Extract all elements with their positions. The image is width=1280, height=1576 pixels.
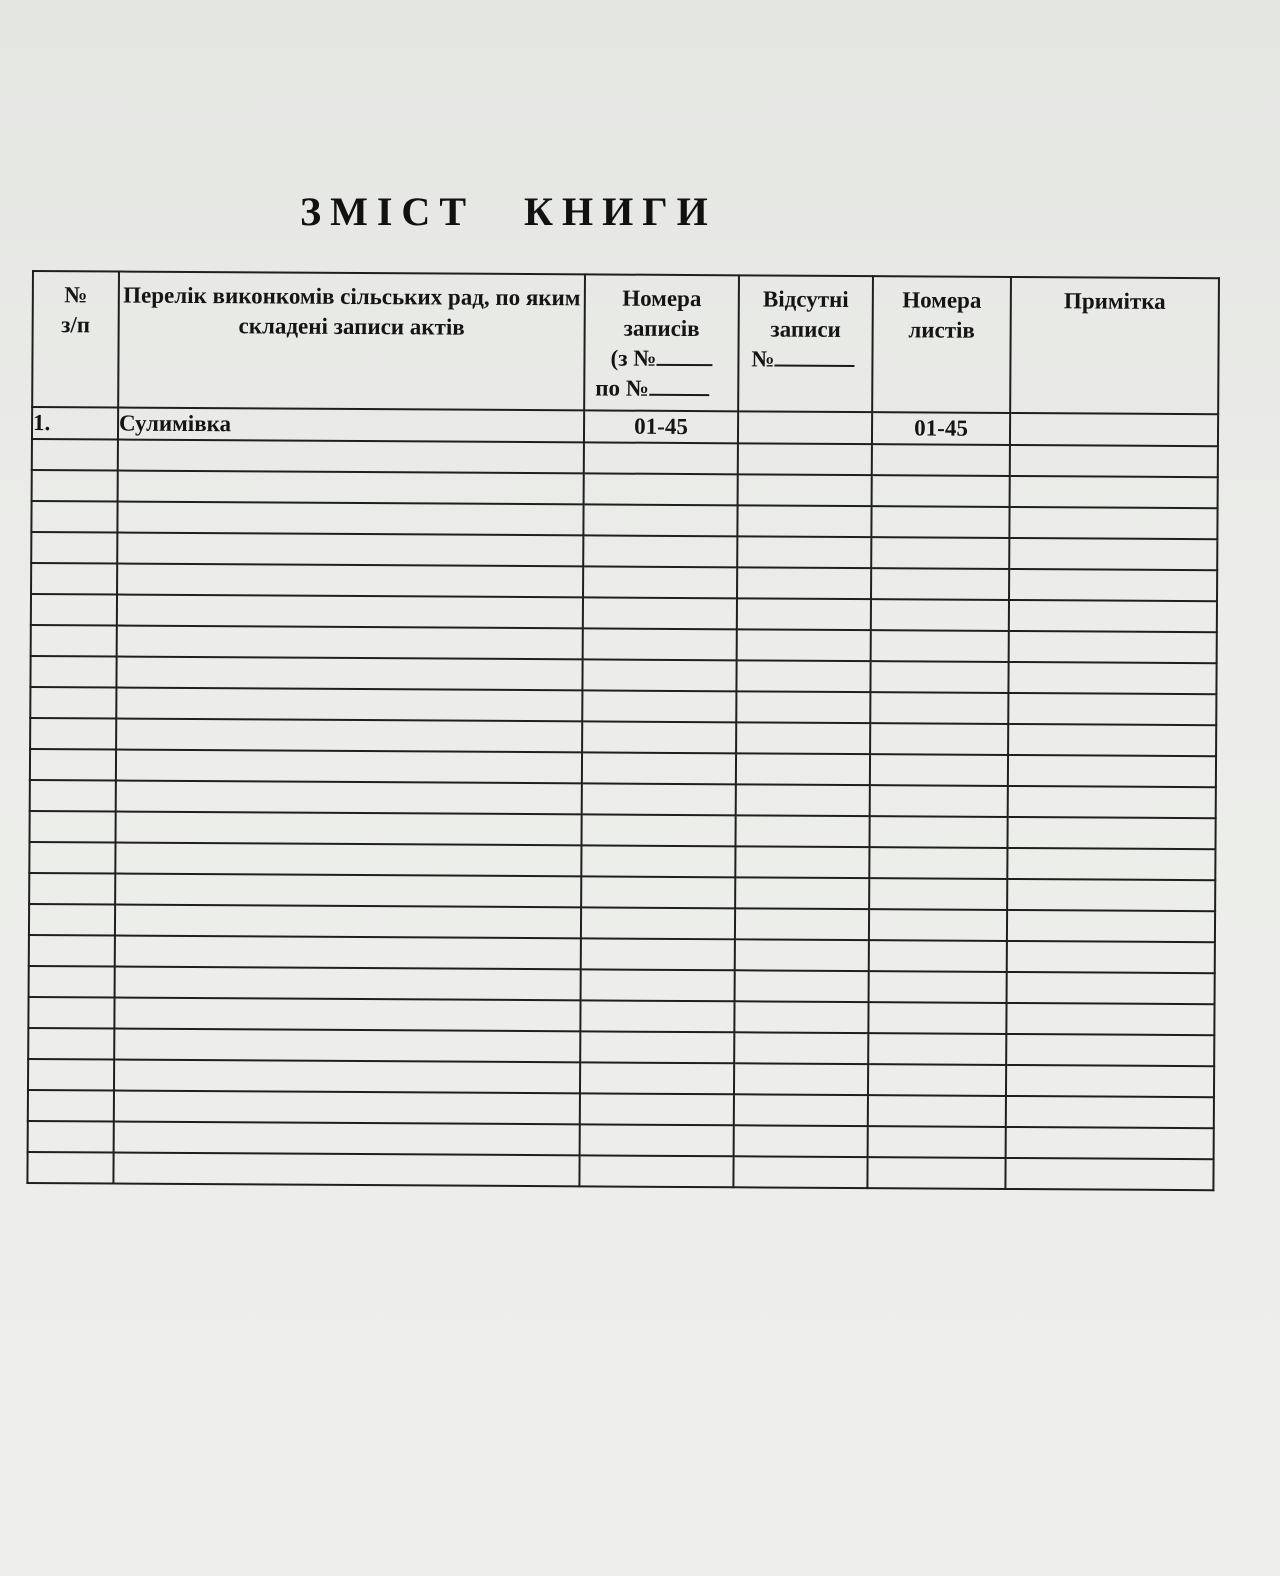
empty-cell-sheets bbox=[868, 1002, 1006, 1034]
empty-cell-sheets bbox=[869, 971, 1007, 1003]
empty-cell-sheets bbox=[872, 475, 1010, 507]
empty-cell-note bbox=[1008, 786, 1216, 818]
empty-cell-name bbox=[116, 750, 582, 784]
header-num-line-1: № bbox=[64, 282, 88, 308]
empty-cell-sheets bbox=[867, 1157, 1005, 1189]
empty-cell-sheets bbox=[869, 940, 1007, 972]
empty-cell-note bbox=[1007, 879, 1215, 911]
empty-cell-records bbox=[580, 1093, 734, 1125]
empty-cell-sheets bbox=[871, 506, 1009, 538]
empty-cell-num bbox=[29, 935, 115, 967]
empty-cell-name bbox=[117, 595, 583, 629]
empty-cell-note bbox=[1007, 910, 1215, 942]
empty-cell-sheets bbox=[872, 444, 1010, 476]
empty-cell-note bbox=[1007, 817, 1215, 849]
header-records-line-2: записів bbox=[623, 315, 700, 342]
empty-cell-records bbox=[581, 876, 735, 908]
empty-cell-note bbox=[1006, 1003, 1214, 1035]
table-header-row bbox=[32, 271, 1219, 414]
empty-cell-note bbox=[1006, 1065, 1214, 1097]
empty-cell-records bbox=[583, 504, 737, 536]
empty-cell-name bbox=[114, 1091, 580, 1125]
header-records-line-4: по № bbox=[585, 373, 737, 404]
empty-cell-num bbox=[27, 1152, 113, 1184]
empty-cell-name bbox=[115, 843, 581, 877]
empty-cell-sheets bbox=[870, 661, 1008, 693]
empty-cell-missing bbox=[736, 753, 870, 785]
empty-cell-missing bbox=[737, 598, 871, 630]
empty-cell-note bbox=[1010, 476, 1218, 508]
empty-cell-name bbox=[115, 936, 581, 970]
empty-cell-sheets bbox=[870, 785, 1008, 817]
empty-cell-name bbox=[115, 967, 581, 1001]
empty-cell-missing bbox=[736, 722, 870, 754]
empty-cell-num bbox=[29, 842, 115, 874]
cell-sheets: 01-45 bbox=[872, 412, 1010, 445]
empty-cell-name bbox=[117, 564, 583, 598]
cell-note bbox=[1010, 413, 1218, 446]
empty-cell-records bbox=[582, 690, 736, 722]
empty-cell-name bbox=[116, 719, 582, 753]
header-records-line-3: (з № bbox=[585, 343, 737, 374]
empty-cell-records bbox=[583, 535, 737, 567]
empty-cell-num bbox=[29, 966, 115, 998]
empty-cell-sheets bbox=[868, 1095, 1006, 1127]
empty-cell-sheets bbox=[870, 692, 1008, 724]
empty-table-row bbox=[27, 1152, 1213, 1190]
empty-cell-name bbox=[114, 1060, 580, 1094]
empty-cell-name bbox=[114, 998, 580, 1032]
empty-cell-num bbox=[29, 873, 115, 905]
empty-cell-note bbox=[1010, 445, 1218, 477]
empty-cell-records bbox=[581, 969, 735, 1001]
empty-cell-missing bbox=[735, 970, 869, 1002]
empty-cell-missing bbox=[737, 505, 871, 537]
header-note: Примітка bbox=[1010, 277, 1219, 414]
header-missing-line-2: записи bbox=[770, 316, 841, 342]
empty-cell-sheets bbox=[870, 754, 1008, 786]
cell-name: Сулимівка bbox=[118, 408, 584, 443]
header-num-line-2: з/п bbox=[61, 312, 91, 338]
header-records-line-1: Номера bbox=[622, 285, 702, 312]
page-title: ЗМІСТ КНИГИ bbox=[300, 189, 717, 234]
empty-cell-records bbox=[581, 907, 735, 939]
empty-cell-name bbox=[115, 905, 581, 939]
empty-cell-num bbox=[30, 780, 116, 812]
empty-cell-sheets bbox=[868, 1126, 1006, 1158]
empty-cell-note bbox=[1009, 538, 1217, 570]
empty-cell-missing bbox=[737, 536, 871, 568]
empty-cell-records bbox=[582, 659, 736, 691]
empty-cell-note bbox=[1007, 972, 1215, 1004]
empty-cell-num bbox=[30, 749, 116, 781]
empty-cell-note bbox=[1009, 507, 1217, 539]
header-num bbox=[32, 271, 119, 408]
empty-cell-num bbox=[30, 718, 116, 750]
empty-cell-name bbox=[113, 1153, 579, 1187]
empty-cell-missing bbox=[738, 474, 872, 506]
empty-cell-records bbox=[584, 473, 738, 505]
empty-cell-name bbox=[117, 502, 583, 536]
empty-cell-note bbox=[1006, 1034, 1214, 1066]
header-missing bbox=[738, 275, 873, 412]
empty-cell-records bbox=[582, 752, 736, 784]
empty-cell-records bbox=[583, 628, 737, 660]
header-sheet-numbers bbox=[872, 276, 1011, 413]
empty-cell-num bbox=[28, 1028, 114, 1060]
empty-cell-missing bbox=[736, 784, 870, 816]
header-list: Перелік виконкомів сільських рад, по яким складені записи актів bbox=[118, 272, 585, 411]
empty-cell-name bbox=[117, 533, 583, 567]
empty-cell-num bbox=[28, 997, 114, 1029]
empty-cell-records bbox=[582, 721, 736, 753]
empty-cell-sheets bbox=[871, 537, 1009, 569]
empty-cell-sheets bbox=[868, 1033, 1006, 1065]
empty-cell-records bbox=[581, 814, 735, 846]
empty-cell-records bbox=[584, 442, 738, 474]
cell-missing bbox=[738, 411, 872, 444]
empty-cell-note bbox=[1008, 724, 1216, 756]
empty-cell-name bbox=[116, 657, 582, 691]
empty-cell-name bbox=[114, 1029, 580, 1063]
empty-cell-missing bbox=[733, 1156, 867, 1188]
empty-cell-missing bbox=[735, 939, 869, 971]
empty-cell-records bbox=[580, 1062, 734, 1094]
empty-cell-num bbox=[28, 1059, 114, 1091]
empty-cell-num bbox=[30, 656, 116, 688]
empty-cell-note bbox=[1007, 848, 1215, 880]
empty-cell-num bbox=[31, 594, 117, 626]
header-record-numbers bbox=[584, 274, 739, 411]
empty-cell-num bbox=[32, 470, 118, 502]
empty-cell-note bbox=[1006, 1096, 1214, 1128]
empty-cell-missing bbox=[734, 1063, 868, 1095]
cell-num: 1. bbox=[32, 407, 118, 440]
empty-cell-missing bbox=[736, 660, 870, 692]
empty-cell-missing bbox=[737, 567, 871, 599]
empty-cell-name bbox=[116, 688, 582, 722]
empty-cell-records bbox=[579, 1155, 733, 1187]
empty-cell-name bbox=[116, 781, 582, 815]
empty-cell-records bbox=[583, 566, 737, 598]
empty-cell-missing bbox=[738, 443, 872, 475]
header-sheets-line-1: Номера bbox=[902, 287, 982, 313]
empty-cell-num bbox=[32, 439, 118, 471]
empty-cell-num bbox=[31, 563, 117, 595]
empty-cell-note bbox=[1008, 662, 1216, 694]
empty-cell-num bbox=[29, 904, 115, 936]
empty-cell-missing bbox=[735, 908, 869, 940]
empty-cell-records bbox=[583, 597, 737, 629]
empty-cell-missing bbox=[735, 877, 869, 909]
empty-cell-num bbox=[31, 625, 117, 657]
empty-cell-records bbox=[580, 1124, 734, 1156]
empty-cell-num bbox=[28, 1090, 114, 1122]
cell-records: 01-45 bbox=[584, 410, 738, 443]
empty-cell-note bbox=[1009, 631, 1217, 663]
empty-cell-sheets bbox=[869, 909, 1007, 941]
empty-cell-name bbox=[116, 812, 582, 846]
empty-cell-num bbox=[28, 1121, 114, 1153]
contents-table-wrapper bbox=[26, 270, 1218, 1191]
empty-cell-note bbox=[1009, 600, 1217, 632]
empty-cell-sheets bbox=[869, 878, 1007, 910]
empty-cell-sheets bbox=[869, 816, 1007, 848]
empty-cell-num bbox=[31, 501, 117, 533]
contents-table bbox=[26, 270, 1220, 1191]
empty-cell-note bbox=[1008, 755, 1216, 787]
empty-cell-name bbox=[117, 626, 583, 660]
empty-cell-num bbox=[31, 532, 117, 564]
empty-cell-missing bbox=[735, 846, 869, 878]
empty-cell-note bbox=[1007, 941, 1215, 973]
empty-cell-note bbox=[1009, 569, 1217, 601]
empty-cell-sheets bbox=[871, 630, 1009, 662]
header-missing-line-3: № bbox=[739, 344, 871, 375]
header-sheets-line-2: листів bbox=[908, 317, 975, 343]
empty-cell-missing bbox=[734, 1094, 868, 1126]
empty-cell-name bbox=[118, 471, 584, 505]
table-body bbox=[27, 407, 1218, 1190]
empty-cell-name bbox=[115, 874, 581, 908]
empty-cell-name bbox=[118, 440, 584, 474]
empty-cell-name bbox=[114, 1122, 580, 1156]
empty-cell-records bbox=[582, 783, 736, 815]
empty-cell-sheets bbox=[871, 599, 1009, 631]
empty-cell-missing bbox=[736, 691, 870, 723]
empty-cell-missing bbox=[735, 815, 869, 847]
empty-cell-records bbox=[580, 1000, 734, 1032]
empty-cell-sheets bbox=[870, 723, 1008, 755]
header-missing-line-1: Відсутні bbox=[762, 286, 849, 312]
empty-cell-missing bbox=[737, 629, 871, 661]
empty-cell-records bbox=[580, 1031, 734, 1063]
empty-cell-note bbox=[1006, 1127, 1214, 1159]
empty-cell-sheets bbox=[869, 847, 1007, 879]
empty-cell-note bbox=[1005, 1158, 1213, 1190]
empty-cell-sheets bbox=[868, 1064, 1006, 1096]
empty-cell-missing bbox=[734, 1032, 868, 1064]
empty-cell-sheets bbox=[871, 568, 1009, 600]
empty-cell-missing bbox=[734, 1001, 868, 1033]
empty-cell-records bbox=[581, 845, 735, 877]
empty-cell-records bbox=[581, 938, 735, 970]
empty-cell-num bbox=[30, 687, 116, 719]
empty-cell-num bbox=[30, 811, 116, 843]
empty-cell-missing bbox=[734, 1125, 868, 1157]
empty-cell-note bbox=[1008, 693, 1216, 725]
